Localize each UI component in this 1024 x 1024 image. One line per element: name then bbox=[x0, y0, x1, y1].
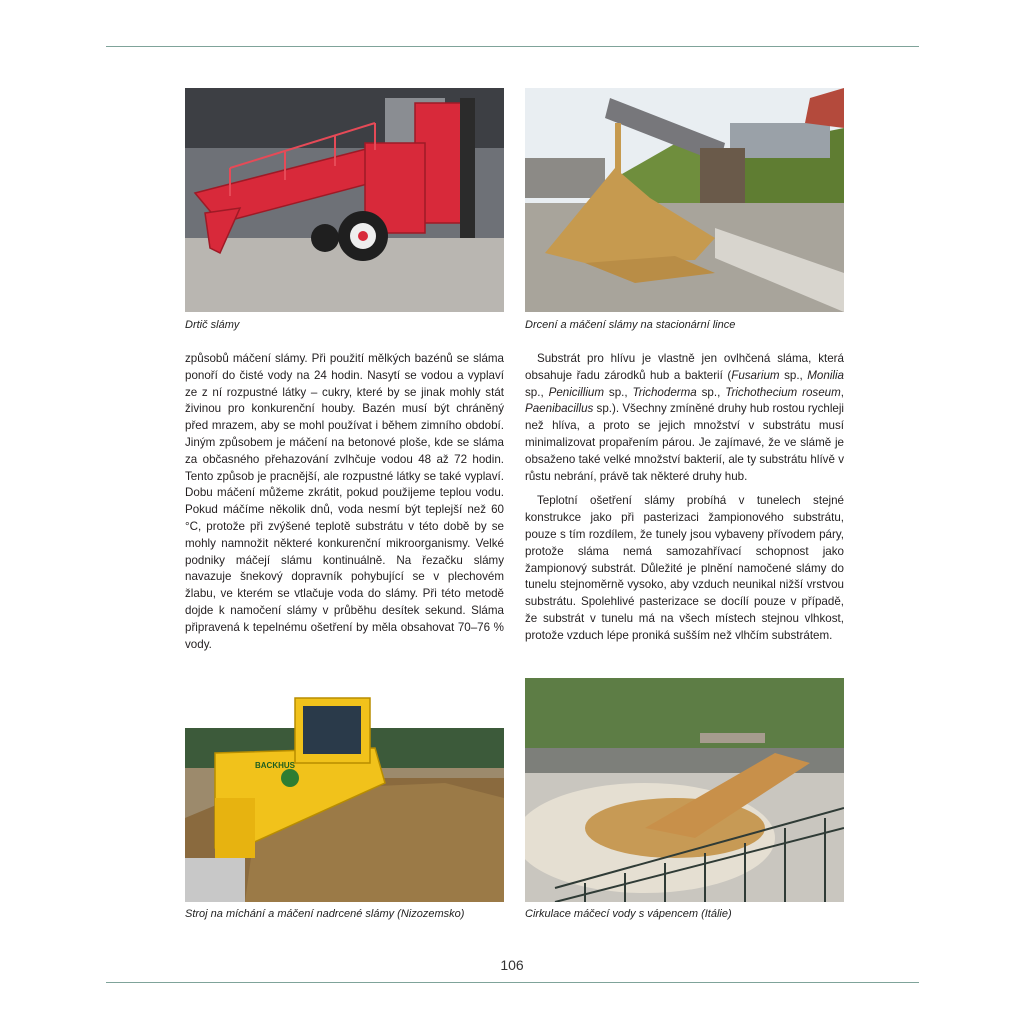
page-number: 106 bbox=[500, 957, 524, 973]
text-column-right bbox=[525, 351, 844, 653]
species-trichoderma: Trichoderma bbox=[632, 385, 697, 399]
photo-water-circulation bbox=[525, 678, 844, 902]
photo-stationary-line bbox=[525, 88, 844, 312]
caption-mixing-machine: Stroj na míchání a máčení nadrcené slámy (Nizozemsko) bbox=[185, 908, 465, 920]
caption-straw-shredder: Drtič slámy bbox=[185, 319, 240, 331]
machine-brand-label: BACKHUS bbox=[255, 761, 295, 770]
left-paragraph-1: způsobů máčení slámy. Při použití mělkých bazénů se sláma ponoří do čisté vody na 24 hodin. Nasytí se vodou a vyplaví ze z ní rozpustné látky – cukry, které by se jinak mohly stát živinou pro konkurenční houby. Bazén musí být chráněný před mrazem, aby se mohl používat i během zimního období. Jiným způsobem je máčení na betonové ploše, kde se sláma za občasného přehazování zvlhčuje vodou 48 až 72 hodin. Tento způsob je pracnější, ale rozpustné látky se také vyplaví. Dobu máčení můžeme zkrátit, pokud použijeme teplou vodu. Pokud máčíme několik dnů, voda nesmí být teplejší než 60 °C, protože při zvýšené teplotě substrátu v této době by se mohly namnožit některé konkurenční mikroorganismy. Velké podniky máčejí slámu kontinuálně. Na řezačku slámy navazuje šnekový dopravník pohybující se v plechovém žlabu, ve kterém se vtlačuje voda do slámy. Při této metodě dojde k namočení slámy v průběhu desítek sekund. Sláma připravená k tepelnému ošetření by měla obsahovat 70–76 % vody. bbox=[185, 352, 504, 651]
photo-mixing-machine bbox=[185, 678, 504, 902]
caption-stationary-line: Drcení a máčení slámy na stacionární lince bbox=[525, 319, 736, 331]
species-monilia: Monilia bbox=[807, 368, 844, 382]
right-paragraph-2: Teplotní ošetření slámy probíhá v tunelech stejné konstrukce jako při pasterizaci žampionového substrátu, pouze s tím rozdílem, že tunely jsou vybaveny přívodem páry, protože sláma nemá samozahřívací schopnost jako žampionový substrát. Důležité je plnění namočené slámy do tunelu stejnoměrně vysoko, aby vzduch neunikal nižší vrstvou substrátu. Spolehlivé pasterizace se docílí pouze v případě, že substrát v tunelu má na všech místech stejnou vlhkost, protože vzduch lépe proniká sušším než vlhčím substrátem. bbox=[525, 494, 844, 642]
top-rule bbox=[106, 46, 919, 47]
caption-water-circulation: Cirkulace máčecí vody s vápencem (Itálie) bbox=[525, 908, 732, 920]
right-paragraph-1: Substrát pro hlívu je vlastně jen ovlhčená sláma, která obsahuje řadu zárodků hub a bakterií (Fusarium sp., Monilia sp., Penicillium sp., Trichoderma sp., Trichothecium roseum, Paenibacillus sp.). Všechny zmíněné druhy hub rostou rychleji než hlíva, a proto se jejich množství v substrátu musí minimalizovat propařením párou. Je zajímavé, že ve slámě je obsaženo také velké množství bakterií, ale ty substrátu hlívě v růstu nebrání, právě tak některé druhy hub. bbox=[525, 352, 845, 483]
species-fusarium: Fusarium bbox=[731, 368, 780, 382]
bottom-rule bbox=[106, 982, 919, 983]
species-trichothecium: Trichothecium roseum bbox=[725, 385, 841, 399]
species-paenibacillus: Paenibacillus bbox=[525, 402, 594, 416]
photo-straw-shredder bbox=[185, 88, 504, 312]
species-penicillium: Penicillium bbox=[548, 385, 605, 399]
text-column-left bbox=[185, 351, 504, 661]
